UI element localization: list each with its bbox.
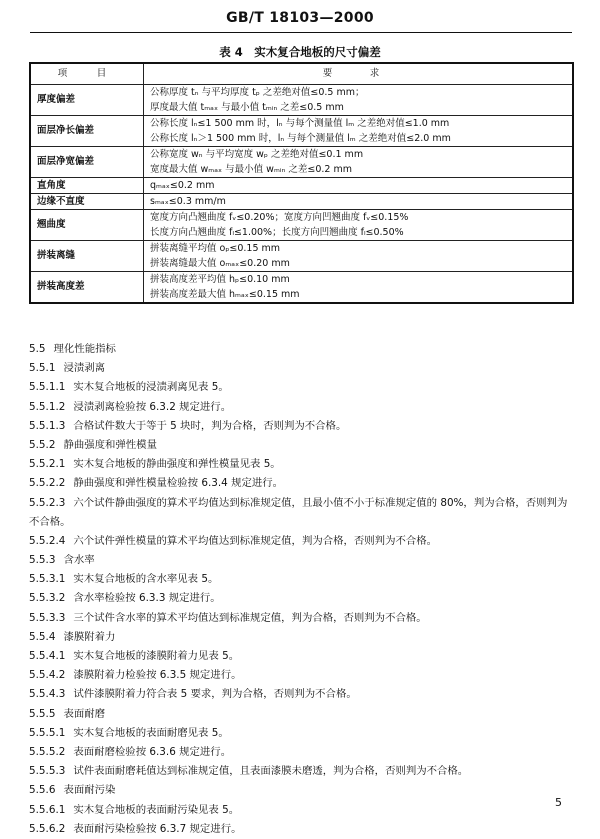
clause-number: 5.5.5 (29, 707, 56, 720)
clause-number: 5.5.3.1 (29, 573, 66, 586)
row-requirement (144, 241, 574, 272)
clause-number: 5.5.6.1 (29, 803, 66, 816)
table-row (30, 147, 573, 178)
clause-number: 5.5.1.3 (29, 419, 66, 432)
clause-line (29, 551, 577, 570)
clause-text: 实木复合地板的静曲强度和弹性模量见表 5。 (73, 458, 281, 471)
clause-number: 5.5.2.2 (29, 477, 66, 490)
requirement-line: 长度方向凸翘曲度 fₗ≤1.00%；长度方向凹翘曲度 fₗ≤0.50% (150, 227, 404, 238)
clause-text: 浸渍剥离检验按 6.3.2 规定进行。 (73, 400, 232, 413)
clause-text: 试件漆膜附着力符合表 5 要求，判为合格，否则判为不合格。 (73, 688, 357, 701)
clause-line (29, 378, 577, 397)
clause-number: 5.5.4.2 (29, 669, 66, 682)
clause-text: 表面耐磨检验按 6.3.6 规定进行。 (73, 745, 232, 758)
clause-text: 表面耐污染 (63, 784, 116, 797)
clause-text: 实木复合地板的浸渍剥离见表 5。 (73, 381, 229, 394)
row-requirement (144, 116, 574, 147)
clause-number: 5.5.1 (29, 362, 56, 375)
requirement-line: 宽度最大值 wₘₐₓ 与最小值 wₘᵢₙ 之差≤0.2 mm (150, 164, 352, 175)
clause-text: 三个试件含水率的算术平均值达到标准规定值，判为合格，否则判为不合格。 (73, 611, 427, 624)
clause-line (29, 532, 577, 551)
requirement-line: 拼装离缝平均值 oₚ≤0.15 mm (150, 243, 281, 254)
clause-text: 含水率 (63, 554, 95, 567)
clause-text: 试件表面耐磨耗值达到标准规定值，且表面漆膜未磨透，判为合格，否则判为不合格。 (73, 765, 469, 778)
clause-line (29, 474, 577, 493)
clause-text: 实木复合地板的表面耐磨见表 5。 (73, 726, 229, 739)
clause-line (29, 628, 577, 647)
requirement-line: 公称长度 lₙ≤1 500 mm 时，lₙ 与每个测量值 lₘ 之差绝对值≤1.0 mm (150, 118, 450, 129)
table-body (30, 85, 573, 304)
clause-text: 浸渍剥离 (63, 362, 106, 375)
clause-text: 漆膜附着力检验按 6.3.5 规定进行。 (73, 669, 242, 682)
clause-number: 5.5.2 (29, 438, 56, 451)
clause-line (29, 570, 577, 589)
column-header-requirement: 要 求 (144, 63, 574, 85)
clause-line (29, 724, 577, 743)
row-requirement (144, 194, 574, 210)
clause-text: 实木复合地板的漆膜附着力见表 5。 (73, 650, 240, 663)
header-divider (30, 32, 572, 33)
clause-line (29, 455, 577, 474)
clause-line (29, 666, 577, 685)
table-row (30, 272, 573, 304)
clause-number: 5.5.2.3 (29, 496, 66, 509)
requirement-line: 拼装高度差平均值 hₚ≤0.10 mm (150, 274, 290, 285)
table-header-row (30, 63, 573, 85)
clause-line (29, 743, 577, 762)
row-item-label: 面层净宽偏差 (30, 147, 144, 178)
clause-line (29, 685, 577, 704)
row-item-label: 翘曲度 (30, 210, 144, 241)
clause-text: 漆膜附着力 (63, 630, 116, 643)
clause-line (29, 494, 577, 532)
table-row (30, 241, 573, 272)
clause-text: 含水率检验按 6.3.3 规定进行。 (73, 592, 221, 605)
clause-number: 5.5.3 (29, 554, 56, 567)
row-item-label: 拼装离缝 (30, 241, 144, 272)
row-item-label: 面层净长偏差 (30, 116, 144, 147)
clause-text: 合格试件数大于等于 5 块时，判为合格，否则判为不合格。 (73, 419, 347, 432)
requirement-line: 宽度方向凸翘曲度 fᵥ≤0.20%；宽度方向凹翘曲度 fᵥ≤0.15% (150, 212, 409, 223)
clause-number: 5.5.5.2 (29, 745, 66, 758)
clause-line (29, 781, 577, 800)
clause-number: 5.5.3.3 (29, 611, 66, 624)
clause-number: 5.5.1.2 (29, 400, 66, 413)
standard-code: GB/T 18103—2000 (226, 10, 374, 26)
requirement-line: 厚度最大值 tₘₐₓ 与最小值 tₘᵢₙ 之差≤0.5 mm (150, 102, 344, 113)
clause-text: 理化性能指标 (53, 343, 116, 355)
row-item-label: 边缘不直度 (30, 194, 144, 210)
row-requirement (144, 147, 574, 178)
clause-text: 表面耐磨 (63, 707, 106, 720)
table-row (30, 116, 573, 147)
table-row (30, 210, 573, 241)
column-header-item: 项 目 (30, 63, 144, 85)
clause-number: 5.5.2.1 (29, 458, 66, 471)
dimension-deviation-table (29, 62, 574, 304)
clause-line (29, 417, 577, 436)
clause-number: 5.5.6 (29, 784, 56, 797)
clause-number: 5.5.5.3 (29, 765, 66, 778)
clause-line (29, 398, 577, 417)
clause-text: 静曲强度和弹性模量 (63, 438, 157, 451)
clause-line (29, 609, 577, 628)
requirement-line: 公称长度 lₙ＞1 500 mm 时，lₙ 与每个测量值 lₘ 之差绝对值≤2.0 mm (150, 133, 451, 144)
row-requirement (144, 272, 574, 304)
clause-line (29, 647, 577, 666)
clause-text: 六个试件静曲强度的算术平均值达到标准规定值，且最小值不小于标准规定值的 80%，判为合格，否则判为不合格。 (29, 496, 568, 528)
clause-line (29, 589, 577, 608)
requirement-line: 拼装离缝最大值 oₘₐₓ≤0.20 mm (150, 258, 290, 269)
clause-line (29, 762, 577, 781)
page-number: 5 (555, 796, 562, 809)
clause-line (29, 340, 577, 359)
table-caption: 表 4 实木复合地板的尺寸偏差 (219, 45, 381, 59)
clause-text: 实木复合地板的表面耐污染见表 5。 (73, 803, 240, 816)
clause-number: 5.5.1.1 (29, 381, 66, 394)
clause-number: 5.5 (29, 343, 46, 355)
table-row (30, 178, 573, 194)
row-item-label: 拼装高度差 (30, 272, 144, 304)
clause-number: 5.5.3.2 (29, 592, 66, 605)
clause-number: 5.5.6.2 (29, 822, 66, 835)
table-row (30, 194, 573, 210)
clause-list (29, 340, 577, 839)
clause-number: 5.5.5.1 (29, 726, 66, 739)
requirement-line: 拼装高度差最大值 hₘₐₓ≤0.15 mm (150, 289, 300, 300)
clause-line (29, 705, 577, 724)
clause-number: 5.5.4.1 (29, 650, 66, 663)
row-requirement (144, 85, 574, 116)
requirement-line: sₘₐₓ≤0.3 mm/m (150, 196, 226, 207)
clause-number: 5.5.2.4 (29, 534, 66, 547)
clause-number: 5.5.4.3 (29, 688, 66, 701)
clause-text: 静曲强度和弹性模量检验按 6.3.4 规定进行。 (73, 477, 284, 490)
requirement-line: 公称宽度 wₙ 与平均宽度 wₚ 之差绝对值≤0.1 mm (150, 149, 364, 160)
clause-number: 5.5.4 (29, 630, 56, 643)
row-item-label: 直角度 (30, 178, 144, 194)
row-item-label: 厚度偏差 (30, 85, 144, 116)
clause-line (29, 801, 577, 820)
requirement-line: qₘₐₓ≤0.2 mm (150, 180, 215, 191)
clause-line (29, 359, 577, 378)
clause-text: 表面耐污染检验按 6.3.7 规定进行。 (73, 822, 242, 835)
row-requirement (144, 178, 574, 194)
row-requirement (144, 210, 574, 241)
clause-text: 六个试件弹性模量的算术平均值达到标准规定值，判为合格，否则判为不合格。 (73, 534, 438, 547)
clause-text: 实木复合地板的含水率见表 5。 (73, 573, 219, 586)
table-row (30, 85, 573, 116)
requirement-line: 公称厚度 tₙ 与平均厚度 tₚ 之差绝对值≤0.5 mm； (150, 87, 365, 98)
clause-line (29, 436, 577, 455)
